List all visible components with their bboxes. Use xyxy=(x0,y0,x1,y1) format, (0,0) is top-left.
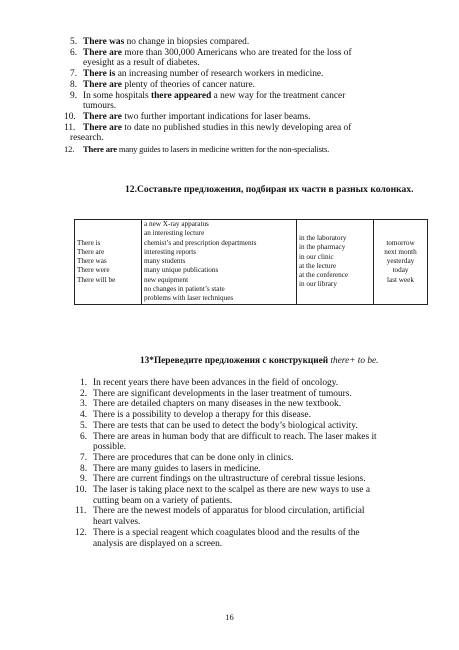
list-item: 11. There are the newest models of apparatus for blood circulation, artificial heart valves. xyxy=(75,506,365,528)
list-item: 5. There was no change in biopsies compared. xyxy=(70,37,250,47)
list-item: 7. There is an increasing number of research workers in medicine. xyxy=(70,69,324,80)
table-column-objects: a new X-ray apparatus an interesting lecture chemist’s and prescription departments interesting reports many students many unique publications new equipment no changes in patient’s state problems with laser techniques xyxy=(142,220,297,305)
list-item: 8. There are many guides to lasers in medicine. xyxy=(80,463,261,474)
table-column-times: tomorrow next month yesterday today last week xyxy=(374,220,428,305)
list-item: 12. There are many guides to lasers in medicine written for the non-specialists. xyxy=(64,144,330,155)
list-item: 7. There are procedures that can be done only in clinics. xyxy=(80,452,294,463)
list-item: 4. There is a possibility to develop a therapy for this disease. xyxy=(80,410,311,421)
task-13-title: 13*Переведите предложения с конструкцией there+ to be. xyxy=(140,356,379,366)
list-item: 1. In recent years there have been advances in the field of oncology. xyxy=(80,378,339,388)
list-item: 10. There are two further important indications for laser beams. xyxy=(64,111,311,122)
page-number: 16 xyxy=(225,612,234,622)
list-item: 5. There are tests that can be used to detect the body’s biological activity. xyxy=(80,420,358,431)
task-12-title: 12.Составьте предложения, подбирая их части в разных колонках. xyxy=(125,184,414,195)
list-item: 6. There are areas in human body that are difficult to reach. The laser makes it possible. xyxy=(80,431,377,453)
list-item: 9. There are current findings on the ultrastructure of cerebral tissue lesions. xyxy=(80,474,366,485)
list-item: 2. There are significant developments in the laser treatment of tumours. xyxy=(80,388,352,399)
list-item: 8. There are plenty of theories of cancer nature. xyxy=(70,79,255,90)
table-column-places: in the laboratory in the pharmacy in our clinic at the lecture at the conference in our library xyxy=(297,220,374,305)
exercise-list-a xyxy=(0,37,431,155)
exercise-list-b xyxy=(0,378,431,549)
list-item: 12. There is a special reagent which coagulates blood and the results of the analysis are displayed on a screen. xyxy=(75,527,360,549)
list-item: 10. The laser is taking place next to the scalpel as there are new ways to use a cutting beam on a variety of patients. xyxy=(75,485,370,506)
table-column-subjects: There is There are There was There were There will be xyxy=(75,220,142,305)
list-item: 6. There are more than 300,000 Americans who are treated for the loss of eyesight as a result of diabetes. xyxy=(70,47,352,69)
list-item: 11. There are to date no published studies in this newly developing area of research. xyxy=(64,122,352,144)
list-item: 9. In some hospitals there appeared a new way for the treatment cancer tumours. xyxy=(70,90,346,112)
list-item: 3. There are detailed chapters on many diseases in the new textbook. xyxy=(80,399,342,410)
matching-table xyxy=(74,219,428,305)
